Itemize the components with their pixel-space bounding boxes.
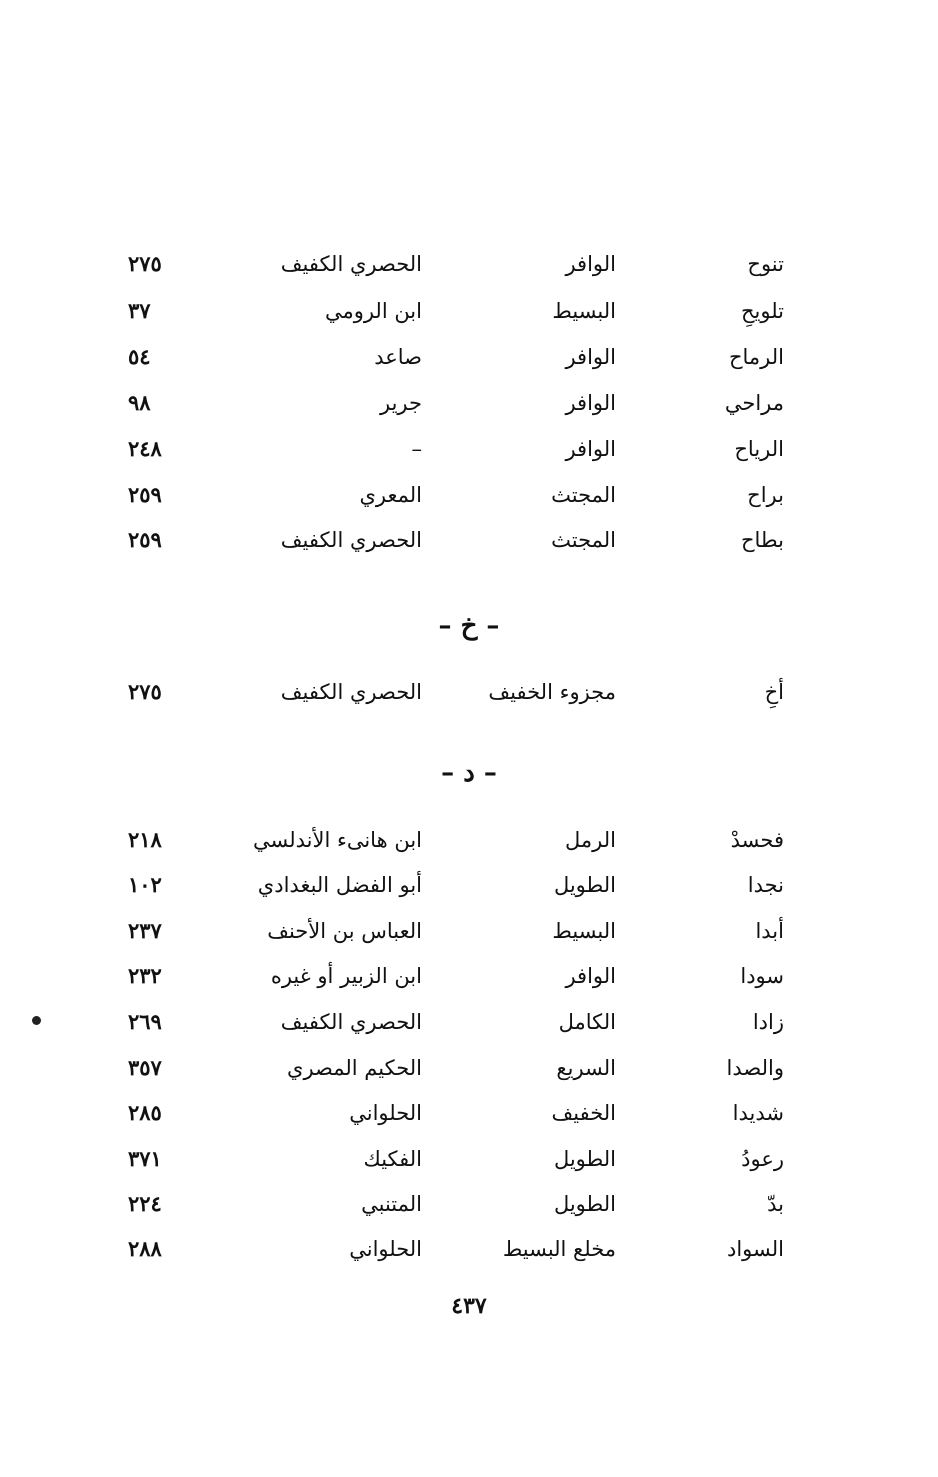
poet-name: الحصري الكفيف <box>280 680 422 704</box>
page-ref: ٩٨ <box>128 390 151 415</box>
rhyme-word: فحسدْ <box>730 828 784 852</box>
page-ref: ٢٦٩ <box>128 1009 162 1034</box>
scan-speck <box>32 1016 41 1025</box>
rhyme-word: براح <box>747 483 784 507</box>
rhyme-word: أخِ <box>764 680 784 704</box>
poet-name: الحصري الكفيف <box>280 528 422 552</box>
page-ref: ٢٥٩ <box>128 527 162 552</box>
index-row <box>0 672 938 712</box>
poet-name: المتنبي <box>361 1192 422 1216</box>
page-ref: ٢٣٢ <box>128 963 162 988</box>
rhyme-word: السواد <box>726 1237 784 1261</box>
poet-name: ابن هانىء الأندلسي <box>252 828 422 852</box>
page-ref: ٢٣٧ <box>128 918 162 943</box>
meter-name: الوافر <box>565 437 616 461</box>
rhyme-word: رعودُ <box>741 1147 784 1171</box>
index-row <box>0 337 938 377</box>
page-ref: ٢٢٤ <box>128 1191 162 1216</box>
rhyme-word: أبدا <box>755 919 784 943</box>
page-ref: ٣٥٧ <box>128 1055 162 1080</box>
meter-name: الطويل <box>553 1192 616 1216</box>
page-ref: ٢٨٨ <box>128 1236 162 1261</box>
page-ref: ٢٧٥ <box>128 679 162 704</box>
meter-name: الوافر <box>565 345 616 369</box>
index-row <box>0 291 938 331</box>
poet-name: الحلواني <box>349 1101 422 1125</box>
rhyme-word: نجدا <box>747 873 784 897</box>
rhyme-word: شديدا <box>732 1101 784 1125</box>
meter-name: الوافر <box>565 964 616 988</box>
rhyme-word: مراحي <box>724 391 784 415</box>
poet-name: الحلواني <box>349 1237 422 1261</box>
meter-name: الطويل <box>553 873 616 897</box>
page-ref: ١٠٢ <box>128 872 162 897</box>
meter-name: المجتث <box>551 483 616 507</box>
rhyme-word: سودا <box>740 964 784 988</box>
section-header-kha: – خ – <box>438 611 500 641</box>
rhyme-word: تلويحِ <box>740 299 784 323</box>
index-row <box>0 1229 938 1269</box>
poet-name: الحصري الكفيف <box>280 252 422 276</box>
section-header-dal: – د – <box>441 758 497 788</box>
poet-name: ابن الرومي <box>324 299 422 323</box>
rhyme-word: زادا <box>752 1010 784 1034</box>
page-ref: ٢٥٩ <box>128 482 162 507</box>
rhyme-word: والصدا <box>726 1056 784 1080</box>
poet-name: الحصري الكفيف <box>280 1010 422 1034</box>
poet-name: ابن الزبير أو غيره <box>270 964 422 988</box>
index-row <box>0 865 938 905</box>
index-row <box>0 911 938 951</box>
page-ref: ٢٤٨ <box>128 436 162 461</box>
meter-name: الرمل <box>565 828 616 852</box>
page-ref: ٢٨٥ <box>128 1100 162 1125</box>
index-row <box>0 429 938 469</box>
index-row <box>0 383 938 423</box>
rhyme-word: بدّ <box>767 1192 784 1216</box>
poet-name: صاعد <box>374 345 422 369</box>
index-row <box>0 475 938 515</box>
index-row <box>0 1184 938 1224</box>
index-row <box>0 244 938 284</box>
index-row <box>0 956 938 996</box>
index-row <box>0 520 938 560</box>
rhyme-word: الرياح <box>734 437 784 461</box>
meter-name: السريع <box>556 1056 616 1080</box>
meter-name: الوافر <box>565 391 616 415</box>
index-row <box>0 1139 938 1179</box>
meter-name: مخلع البسيط <box>502 1237 616 1261</box>
rhyme-word: بطاح <box>740 528 784 552</box>
rhyme-word: تنوح <box>747 252 784 276</box>
meter-name: المجتث <box>551 528 616 552</box>
meter-name: البسيط <box>552 919 616 943</box>
meter-name: البسيط <box>552 299 616 323</box>
poet-name: – <box>411 437 422 461</box>
page-ref: ٣٧ <box>128 298 151 323</box>
page-ref: ٥٤ <box>128 344 151 369</box>
meter-name: الخفيف <box>551 1101 616 1125</box>
meter-name: الطويل <box>553 1147 616 1171</box>
index-row <box>0 1093 938 1133</box>
meter-name: الكامل <box>558 1010 616 1034</box>
poet-name: المعري <box>359 483 422 507</box>
index-row <box>0 1048 938 1088</box>
meter-name: مجزوء الخفيف <box>488 680 616 704</box>
poet-name: الفكيك <box>363 1147 422 1171</box>
meter-name: الوافر <box>565 252 616 276</box>
rhyme-word: الرماح <box>728 345 784 369</box>
page-number: ٤٣٧ <box>451 1293 487 1319</box>
page-ref: ٢٧٥ <box>128 251 162 276</box>
index-row <box>0 820 938 860</box>
poet-name: جرير <box>380 391 422 415</box>
poet-name: الحكيم المصري <box>287 1056 422 1080</box>
page-ref: ٣٧١ <box>128 1146 162 1171</box>
poet-name: العباس بن الأحنف <box>267 919 422 943</box>
poet-name: أبو الفضل البغدادي <box>257 873 422 897</box>
page-ref: ٢١٨ <box>128 827 162 852</box>
index-row <box>0 1002 938 1042</box>
